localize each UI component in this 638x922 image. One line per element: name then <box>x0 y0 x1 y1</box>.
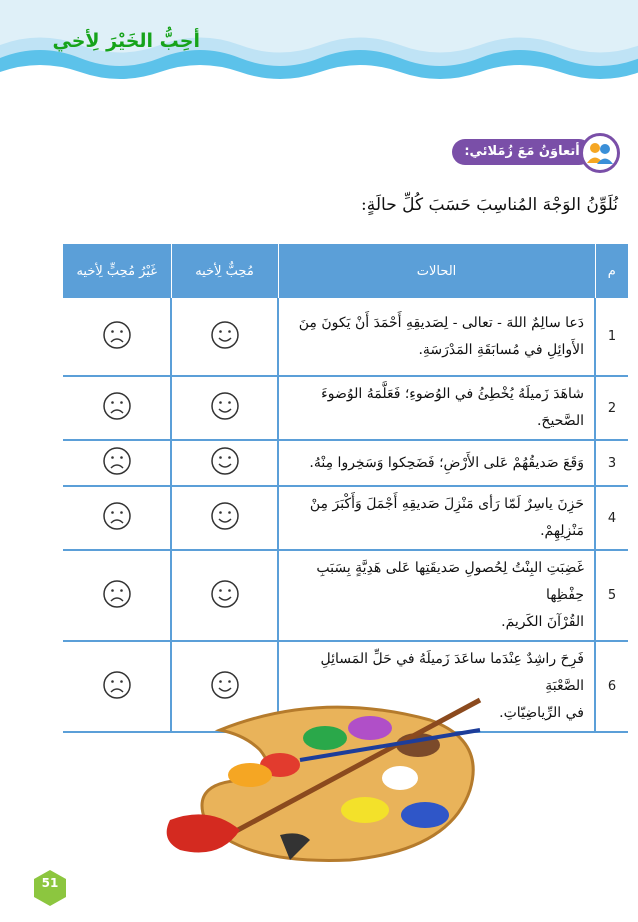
page-number-badge <box>30 868 70 908</box>
sad-face-icon[interactable] <box>102 579 132 609</box>
table-row <box>63 486 628 550</box>
table-row <box>63 550 628 641</box>
not-loves-cell <box>63 298 171 376</box>
smiley-face-icon[interactable] <box>210 391 240 421</box>
col-header-loves: مُحِبٌّ لِأخيه <box>171 244 278 298</box>
case-text-line1: وَقَعَ صَديقُهُمْ عَلى الأَرْضِ؛ فَضَحِكوا وَسَخِروا مِنْهُ. <box>309 454 584 471</box>
paint-palette-illustration <box>150 690 490 870</box>
sad-face-icon[interactable] <box>102 501 132 531</box>
case-text-line2: في الرِّياضِيّاتِ. <box>499 705 584 721</box>
page-title: أحِبُّ الخَيْرَ لِأخي <box>52 30 200 52</box>
case-text-line1: حَزِنَ ياسِرٌ لَمّا رَأى مَنْزِلَ صَديقِهِ أَجْمَلَ وَأَكْبَرَ مِنْ مَنْزِلِهِمْ. <box>309 496 584 539</box>
table-row <box>63 298 628 376</box>
section-label: أتعاوَنُ مَعَ زُمَلائي: <box>452 139 592 165</box>
row-number: 1 <box>595 298 628 376</box>
instruction-text: نُلَوِّنُ الوَجْهَ المُناسِبَ حَسَبَ كُلِّ حالَةٍ: <box>361 195 618 215</box>
case-text <box>278 440 595 486</box>
row-number: 4 <box>595 486 628 550</box>
case-text <box>278 486 595 550</box>
loves-cell <box>171 440 278 486</box>
col-header-num: م <box>595 244 628 298</box>
case-text-line1: غَضِبَتِ البِنْتُ لِحُصولِ صَديقَتِها عَلى هَدِيَّةٍ بِسَبَبِ حِفْظِها <box>316 560 584 603</box>
smiley-face-icon[interactable] <box>210 579 240 609</box>
loves-cell <box>171 550 278 641</box>
loves-cell <box>171 376 278 440</box>
table-row <box>63 376 628 440</box>
col-header-not-loves: غَيْرُ مُحِبٍّ لِأخيه <box>63 244 171 298</box>
not-loves-cell <box>63 440 171 486</box>
case-text-line1: فَرِحَ راشِدٌ عِنْدَما ساعَدَ زَميلَهُ في حَلِّ المَسائِلِ الصَّعْبَةِ <box>320 651 584 694</box>
row-number: 6 <box>595 641 628 732</box>
loves-cell <box>171 298 278 376</box>
row-number: 3 <box>595 440 628 486</box>
case-text <box>278 376 595 440</box>
case-text <box>278 550 595 641</box>
case-text-line2: الأَوائِلِ في مُسابَقَةِ المَدْرَسَةِ. <box>418 341 584 358</box>
not-loves-cell <box>63 550 171 641</box>
col-header-case: الحالات <box>278 244 595 298</box>
row-number: 5 <box>595 550 628 641</box>
table-header-row <box>63 244 628 298</box>
case-text-line2: القُرْآنَ الكَريمَ. <box>501 614 584 630</box>
sad-face-icon[interactable] <box>102 670 132 700</box>
sad-face-icon[interactable] <box>102 446 132 476</box>
row-number: 2 <box>595 376 628 440</box>
case-text <box>278 298 595 376</box>
section-tag <box>452 133 620 173</box>
sad-face-icon[interactable] <box>102 320 132 350</box>
people-icon <box>580 133 620 173</box>
smiley-face-icon[interactable] <box>210 446 240 476</box>
sad-face-icon[interactable] <box>102 391 132 421</box>
case-text-line1: دَعا سالِمٌ اللهَ - تعالى - لِصَديقِهِ أَحْمَدَ أَنْ يَكونَ مِنَ <box>298 314 584 331</box>
smiley-face-icon[interactable] <box>210 501 240 531</box>
not-loves-cell <box>63 486 171 550</box>
cases-table <box>63 244 628 733</box>
table-row <box>63 440 628 486</box>
smiley-face-icon[interactable] <box>210 320 240 350</box>
page-number: 51 <box>41 876 59 890</box>
loves-cell <box>171 486 278 550</box>
case-text-line1: شاهَدَ زَميلَهُ يُخْطِئُ في الوُضوءِ؛ فَعَلَّمَهُ الوُضوءَ الصَّحيحَ. <box>321 386 584 429</box>
not-loves-cell <box>63 376 171 440</box>
